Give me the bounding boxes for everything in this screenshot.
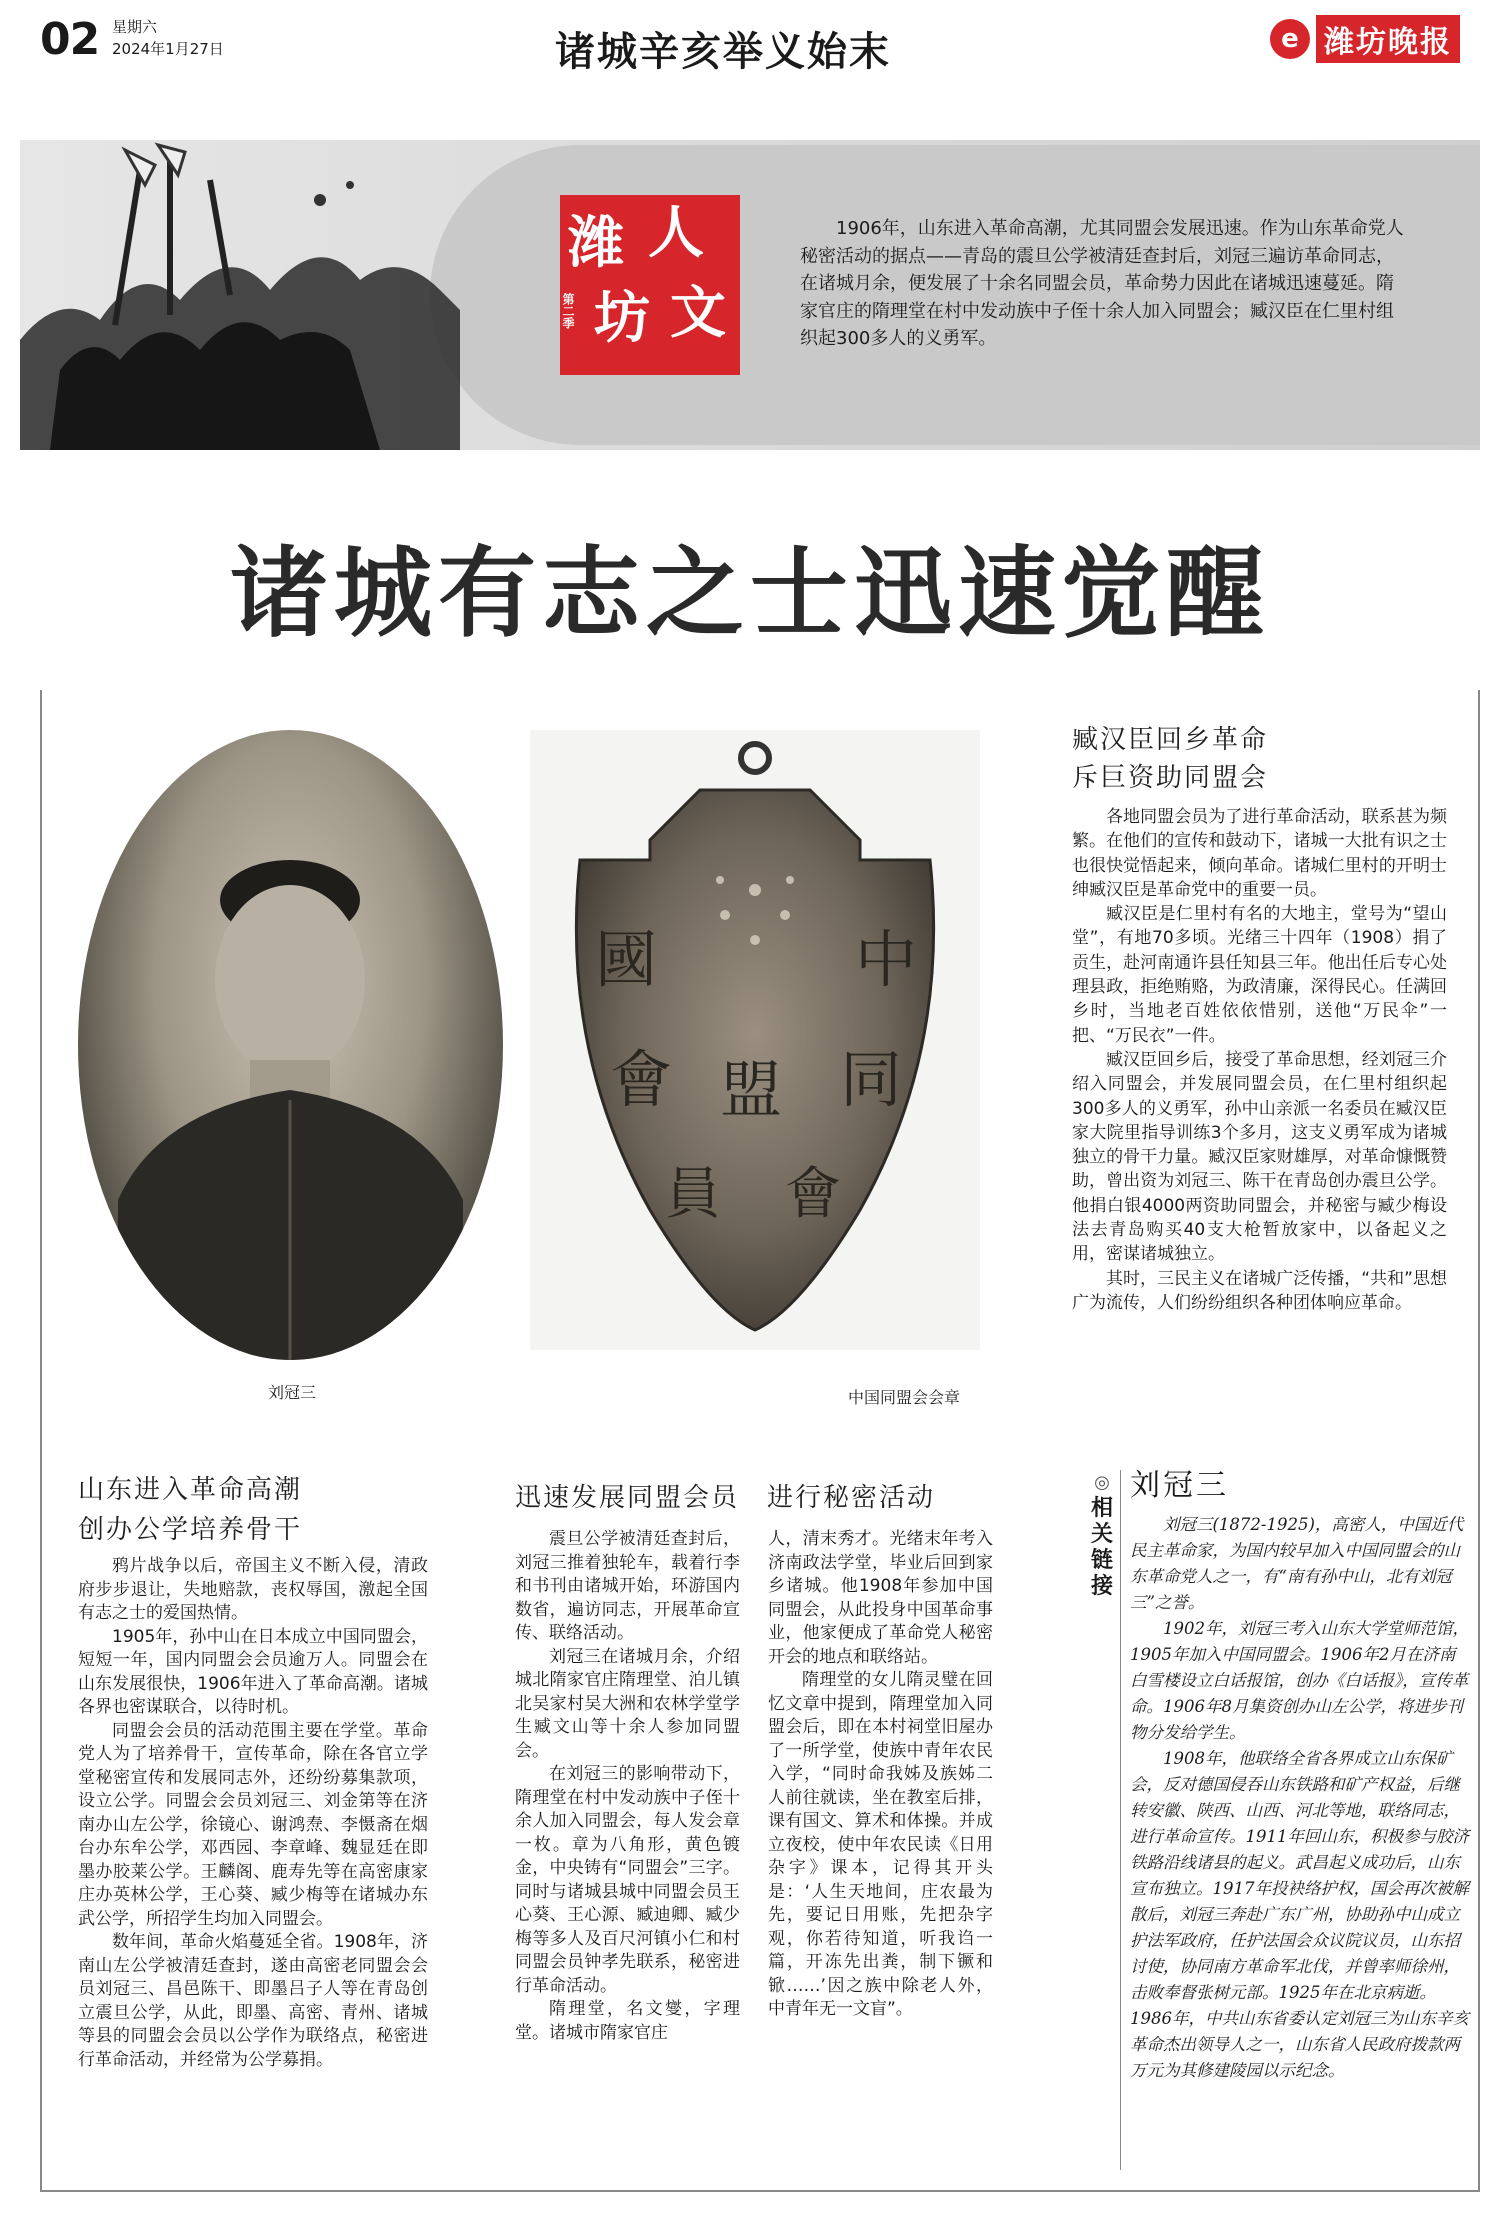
intro-text: 1906年，山东进入革命高潮，尤其同盟会发展迅速。作为山东革命党人秘密活动的据点——青岛的震旦公学被清廷查封后，刘冠三遍访革命同志，在诸城月余，便发展了十余名同盟会员，革命势力因此在诸城迅速蔓延。隋家官庄的隋理堂在村中发动族中子侄十余人加入同盟会；臧汉臣在仁里村组织起300多人的义勇军。 bbox=[800, 218, 1404, 349]
headline: 诸城有志之士迅速觉醒 bbox=[229, 537, 1270, 651]
left-subtitle-2: 创办公学培养骨干 bbox=[78, 1515, 303, 1545]
right-column-body bbox=[1072, 805, 1447, 1315]
portrait-caption: 刘冠三 bbox=[268, 1383, 317, 1402]
badge-char: 會 bbox=[785, 1162, 841, 1227]
middle-column-a bbox=[515, 1528, 740, 2045]
paragraph: 同盟会会员的活动范围主要在学堂。革命党人为了培养骨干，宣传革命，除在各官立学堂秘密宣传和发展同志外，还纷纷募集款项，设立公学。同盟会会员刘冠三、刘金第等在济南办山左公学，徐镜心、谢鸿焘、李慑斋在烟台办东牟公学，邓西园、李章峰、魏显廷在即墨办胶莱公学。王麟阁、鹿寿先等在高密康家庄办英林公学，王心葵、臧少梅等在诸城办东武公学，所招学生均加入同盟会。 bbox=[78, 1720, 428, 1929]
badge-char: 會 bbox=[610, 1043, 673, 1116]
paragraph: 人，清末秀才。光绪末年考入济南政法学堂，毕业后回到家乡诸城。他1908年参加中国同盟会，从此投身中国革命事业，他家便成了革命党人秘密开会的地点和联络站。 bbox=[768, 1529, 993, 1667]
paragraph: 各地同盟会员为了进行革命活动，联系甚为频繁。在他们的宣传和鼓动下，诸城一大批有识之士也很快觉悟起来，倾向革命。诸城仁里村的开明士绅臧汉臣是革命党中的重要一员。 bbox=[1072, 807, 1447, 900]
paragraph: 刘冠三在诸城月余，介绍城北隋家官庄隋理堂、泊儿镇北吴家村吴大洲和农林学堂学生臧文山等十余人参加同盟会。 bbox=[515, 1646, 740, 1761]
page-number: 02 bbox=[40, 14, 100, 65]
paragraph: 震旦公学被清廷查封后，刘冠三推着独轮车，载着行李和书刊由诸城开始，环游国内数省，遍访同志，开展革命宣传、联络活动。 bbox=[515, 1529, 740, 1643]
paragraph: 数年间，革命火焰蔓延全省。1908年，济南山左公学被清廷查封，遂由高密老同盟会会员刘冠三、昌邑陈干、即墨吕子人等在青岛创立震旦公学，从此，即墨、高密、青州、诸城等县的同盟会会员以公学作为联络点，秘密进行革命活动，并经常为公学募捐。 bbox=[78, 1932, 428, 2070]
related-link-label bbox=[1090, 1470, 1114, 1600]
sidebar-divider bbox=[1120, 1470, 1121, 2170]
paragraph: 臧汉臣回乡后，接受了革命思想，经刘冠三介绍入同盟会，并发展同盟会员，在仁里村组织起300多人的义勇军，孙中山亲派一名委员在臧汉臣家大院里指导训练3个多月，这支义勇军成为诸城独立的骨干力量。臧汉臣家财雄厚，对革命慷慨赞助，曾出资为刘冠三、陈干在青岛创办震旦公学。他捐白银4000两资助同盟会，并秘密与臧少梅设法去青岛购买40支大枪暂放家中，以备起义之用，密谋诸城独立。 bbox=[1072, 1049, 1447, 1265]
column-seal bbox=[560, 195, 740, 375]
brand-logo-icon: e bbox=[1270, 19, 1310, 59]
seal-char: 潍 bbox=[568, 210, 624, 276]
label-char: 链 bbox=[1090, 1548, 1113, 1573]
middle-subtitle: 迅速发展同盟会员 进行秘密活动 bbox=[515, 1483, 936, 1513]
paragraph: 1902年，刘冠三考入山东大学堂师范馆，1905年加入中国同盟会。1906年2月在济南白雪楼设立白话报馆，创办《白话报》，宣传革命。1906年8月集资创办山左公学，将进步刊物分发给学生。 bbox=[1130, 1619, 1469, 1742]
right-subtitle-2: 斥巨资助同盟会 bbox=[1072, 763, 1269, 793]
portrait-photo bbox=[78, 730, 503, 1360]
frame-border bbox=[1478, 690, 1480, 2192]
right-subtitle-1: 臧汉臣回乡革命 bbox=[1072, 725, 1269, 755]
paragraph: 鸦片战争以后，帝国主义不断入侵，清政府步步退让，失地赔款，丧权辱国，激起全国有志之士的爱国热情。 bbox=[78, 1556, 428, 1623]
label-char: 关 bbox=[1090, 1522, 1113, 1547]
badge-photo bbox=[530, 730, 980, 1350]
left-column-body bbox=[78, 1555, 428, 2072]
paragraph: 隋理堂，名文燮，字理堂。诸城市隋家官庄 bbox=[515, 1999, 740, 2043]
section-title: 诸城辛亥举义始末 bbox=[555, 29, 891, 75]
frame-border bbox=[40, 690, 42, 2190]
link-icon: ◎ bbox=[1094, 1472, 1110, 1493]
paragraph: 刘冠三(1872-1925)，高密人，中国近代民主革命家，为国内较早加入中国同盟会的山东革命党人之一，有“南有孙中山，北有刘冠三”之誉。 bbox=[1130, 1515, 1464, 1612]
badge-caption: 中国同盟会会章 bbox=[848, 1388, 961, 1407]
paragraph: 隋理堂的女儿隋灵璧在回忆文章中提到，隋理堂加入同盟会后，即在本村祠堂旧屋办了一所学堂，使族中青年农民入学，“同时命我姊及族姊二人前往就读，坐在教室后排，课有国文、算术和体操。并成立夜校，使中年农民读《日用杂字》课本，记得其开头是：‘人生天地间，庄农最为先，要记日用账，先把杂字观，你若待知道，听我诌一篇，开冻先出粪，制下镢和锨……’因之族中除老人外，中青年无一文盲”。 bbox=[768, 1670, 993, 2019]
brand-masthead bbox=[1270, 14, 1480, 64]
paragraph: 臧汉臣是仁里村有名的大地主，堂号为“望山堂”，有地70多顷。光绪三十四年（1908）捐了贡生，赴河南通许县任知县三年。他出任后专心处理县政，拒绝贿赂，为政清廉，深得民心。任满回乡时，当地老百姓依依惜别，送他“万民伞”一把、“万民衣”一件。 bbox=[1072, 904, 1447, 1046]
left-subtitle-1: 山东进入革命高潮 bbox=[78, 1475, 303, 1505]
badge-char: 國 bbox=[595, 923, 658, 996]
bio-body bbox=[1130, 1512, 1470, 2084]
page-weekday: 星期六 bbox=[112, 18, 158, 36]
bio-title: 刘冠三 bbox=[1130, 1468, 1229, 1503]
middle-column-b bbox=[768, 1528, 993, 2022]
paragraph: 1908年，他联络全省各界成立山东保矿会，反对德国侵吞山东铁路和矿产权益，后继转安徽、陕西、山西、河北等地，联络同志，进行革命宣传。1911年回山东，积极参与胶济铁路沿线诸县的起义。武昌起义成功后，山东宣布独立。1917年投袂络护权，国会再次被解散后，刘冠三奔赴广东广州，协助孙中山成立护法军政府，任护法国会众议院议员，山东招讨使，协同南方革命军北伐，并曾率师徐州，击败奉督张树元部。1925年在北京病逝。1986年，中共山东省委认定刘冠三为山东辛亥革命杰出领导人之一，山东省人民政府拨款两万元为其修建陵园以示纪念。 bbox=[1130, 1749, 1469, 2080]
badge-char: 員 bbox=[665, 1162, 721, 1227]
frame-border bbox=[40, 2190, 1480, 2192]
paragraph: 其时，三民主义在诸城广泛传播，“共和”思想广为流传，人们纷纷组织各种团体响应革命。 bbox=[1072, 1268, 1447, 1313]
badge-char: 同 bbox=[840, 1043, 903, 1116]
badge-char: 盟 bbox=[720, 1053, 783, 1126]
seal-small-text: 第二季 bbox=[561, 293, 575, 329]
page-date: 2024年1月27日 bbox=[112, 40, 224, 58]
paragraph: 1905年，孙中山在日本成立中国同盟会，短短一年，国内同盟会会员逾万人。同盟会在山东发展很快，1906年进入了革命高潮。诸城各界也密谋联合，以待时机。 bbox=[78, 1626, 428, 1717]
label-char: 相 bbox=[1090, 1496, 1113, 1521]
seal-char: 坊 bbox=[594, 285, 650, 351]
seal-char: 人 bbox=[648, 200, 704, 266]
seal-char: 文 bbox=[670, 280, 726, 346]
brand-name: 潍坊晚报 bbox=[1316, 15, 1460, 63]
paragraph: 在刘冠三的影响带动下，隋理堂在村中发动族中子侄十余人加入同盟会，每人发会章一枚。章为八角形，黄色镀金，中央铸有“同盟会”三字。同时与诸城县城中同盟会员王心葵、王心源、臧迪卿、臧少梅等多人及百尺河镇小仁和村同盟会员钟孝先联系，秘密进行革命活动。 bbox=[515, 1764, 740, 1996]
label-char: 接 bbox=[1090, 1574, 1113, 1599]
badge-char: 中 bbox=[855, 923, 918, 996]
ink-illustration bbox=[20, 90, 460, 450]
